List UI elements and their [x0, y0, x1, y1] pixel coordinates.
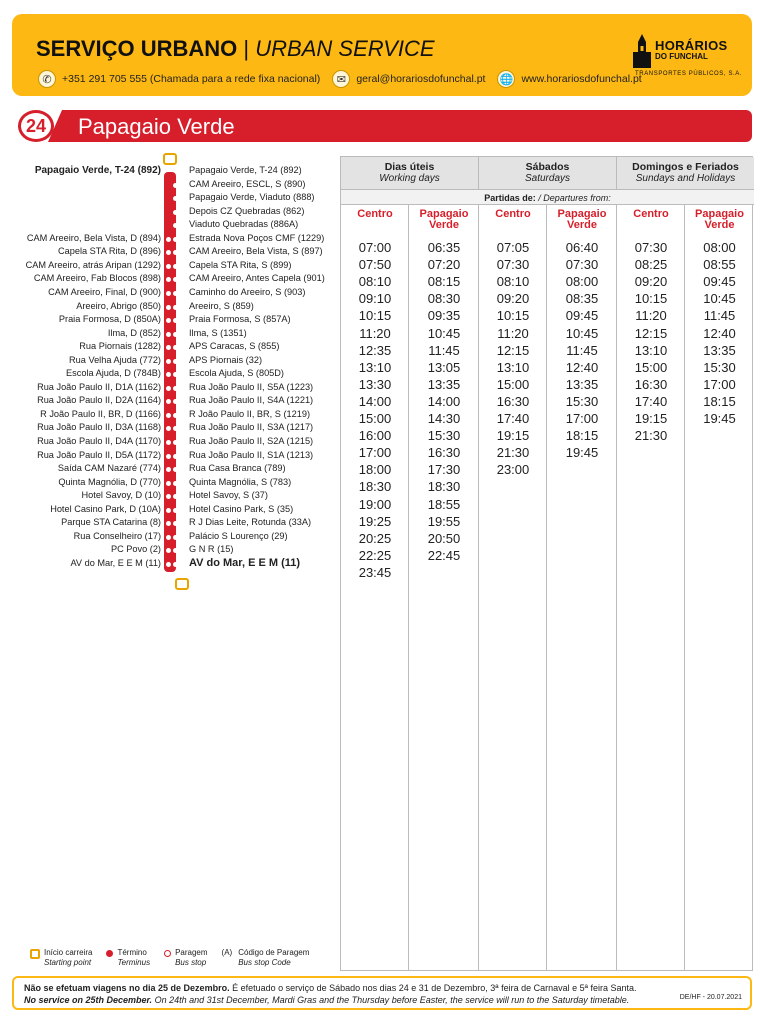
departure-time: 19:45 — [565, 445, 599, 461]
col-verde-label: Verde — [704, 219, 735, 231]
stop-inbound: Papagaio Verde, Viaduto (888) — [189, 192, 315, 203]
stop-dot-icon — [166, 277, 171, 282]
departure-time: 22:25 — [358, 547, 392, 563]
stop-dot-icon — [166, 454, 171, 459]
departure-time: 15:00 — [634, 359, 668, 375]
notice-en: On 24th and 31st December, Mardi Gras and the Thursday before Easter, the service will run to the Saturday timetable. — [152, 995, 630, 1005]
stop-dot-icon — [173, 399, 178, 404]
stop-dot-icon — [166, 481, 171, 486]
departure-time: 21:30 — [496, 445, 530, 461]
stop-inbound: Palácio S Lourenço (29) — [189, 530, 288, 541]
stop-dot-icon — [173, 548, 178, 553]
col-papagaio-label: Papagaio — [419, 208, 469, 220]
departure-time: 10:15 — [496, 308, 530, 324]
stop-inbound: Rua João Paulo II, S4A (1221) — [189, 395, 314, 406]
stop-outbound: Rua João Paulo II, D5A (1172) — [37, 449, 161, 460]
departure-time: 15:00 — [358, 411, 392, 426]
stop-inbound: CAM Areeiro, ESCL, S (890) — [189, 178, 306, 189]
departure-time: 11:45 — [703, 308, 736, 324]
stop-dot-icon — [166, 264, 171, 269]
stop-dot-icon — [166, 250, 171, 255]
departure-time: 09:10 — [358, 291, 392, 307]
departure-time: 14:00 — [427, 393, 461, 409]
departure-time: 18:15 — [703, 393, 736, 409]
col-centro-label: Centro — [357, 208, 393, 220]
stop-dot-icon — [173, 237, 178, 242]
departure-time: 08:25 — [634, 257, 668, 273]
stop-inbound: Quinta Magnólia, S (783) — [189, 476, 292, 487]
departure-time: 11:20 — [635, 308, 667, 324]
stop-inbound: Rua João Paulo II, S5A (1223) — [189, 381, 314, 392]
route-number-badge: 24 — [18, 110, 54, 142]
partidas-en: / Departures from: — [538, 193, 611, 203]
col-centro-label: Centro — [633, 208, 669, 220]
stop-outbound: CAM Areeiro, Final, D (900) — [48, 286, 161, 297]
group-sundays — [617, 157, 754, 189]
stop-dot-icon — [166, 372, 171, 377]
stop-outbound: Rua João Paulo II, D4A (1170) — [37, 436, 161, 446]
departure-time: 09:20 — [634, 274, 668, 290]
stop-inbound: G N R (15) — [189, 544, 234, 555]
page-title — [36, 36, 435, 62]
stop-inbound: Ilma, S (1351) — [189, 327, 247, 338]
group-label-en: Working days — [379, 173, 440, 184]
stop-inbound: Capela STA Rita, S (899) — [189, 259, 292, 270]
departure-time: 09:45 — [703, 274, 736, 290]
stop-dot-icon — [173, 264, 178, 269]
stop-dot-icon — [173, 413, 178, 418]
globe-icon: 🌐 — [497, 70, 515, 88]
stop-dot-icon — [166, 494, 171, 499]
stop-dot-icon — [173, 521, 178, 526]
departure-time: 13:05 — [427, 359, 461, 375]
departure-time: 12:35 — [358, 342, 392, 358]
terminus-dot-icon — [106, 950, 113, 957]
departure-time: 07:50 — [358, 257, 392, 273]
group-label: Dias úteis — [384, 161, 435, 173]
departure-time: 10:45 — [565, 325, 599, 341]
stop-inbound: Rua Casa Branca (789) — [189, 463, 286, 474]
stop-inbound: Caminho do Areeiro, S (903) — [189, 286, 306, 297]
stop-outbound: Saída CAM Nazaré (774) — [57, 463, 161, 474]
stop-outbound: Rua Piornais (1282) — [79, 341, 161, 352]
phone-text: +351 291 705 555 (Chamada para a rede fixa nacional) — [62, 73, 321, 85]
stop-dot-icon — [173, 494, 178, 499]
departure-time: 12:15 — [496, 342, 530, 358]
stop-dot-icon — [173, 305, 178, 310]
departure-time: 20:25 — [358, 530, 392, 546]
stop-dot-icon — [173, 372, 178, 377]
departure-time: 16:30 — [496, 393, 530, 409]
stop-dot-icon — [173, 535, 178, 540]
stop-dot-icon — [173, 196, 178, 201]
cathedral-logo-icon — [633, 34, 651, 68]
departure-time: 18:00 — [358, 462, 392, 478]
departure-time: 22:45 — [427, 547, 461, 563]
departure-time: 19:15 — [496, 428, 530, 444]
departure-time: 12:40 — [703, 325, 736, 341]
stop-inbound: Viaduto Quebradas (886A) — [189, 219, 299, 230]
legend-start — [30, 948, 92, 968]
stop-dot-icon — [173, 277, 178, 282]
company-logo — [633, 28, 743, 80]
stops-list — [0, 160, 335, 590]
departure-time: 08:10 — [496, 274, 530, 290]
notice-pt-bold: Não se efetuam viagens no dia 25 de Dezembro. — [24, 983, 230, 993]
col-verde-label: Verde — [429, 219, 459, 231]
stop-outbound: Areeiro, Abrigo (850) — [76, 300, 161, 311]
stop-outbound: Hotel Savoy, D (10) — [81, 490, 161, 501]
website-link[interactable]: www.horariosdofunchal.pt — [521, 73, 642, 85]
departure-time: 13:10 — [496, 359, 530, 375]
contacts — [38, 70, 654, 88]
legend-stop-en: Bus stop — [175, 958, 207, 967]
departure-time: 16:30 — [427, 445, 461, 461]
legend-start-en: Starting point — [44, 958, 92, 967]
stop-outbound: CAM Areeiro, Fab Blocos (898) — [33, 273, 161, 284]
stop-outbound: Quinta Magnólia, D (770) — [58, 476, 161, 487]
departure-time: 07:30 — [634, 240, 668, 255]
departure-time: 13:10 — [358, 359, 392, 375]
departure-time: 19:55 — [427, 513, 461, 529]
departure-time: 12:40 — [565, 359, 599, 375]
legend — [30, 948, 323, 968]
stop-dot-icon — [173, 345, 178, 350]
stop-inbound: Areeiro, S (859) — [189, 300, 254, 311]
email-icon: ✉ — [332, 70, 350, 88]
stop-inbound: R J Dias Leite, Rotunda (33A) — [189, 517, 312, 528]
column-header — [479, 209, 547, 220]
departure-time: 17:30 — [427, 462, 461, 478]
stop-inbound: CAM Areeiro, Antes Capela (901) — [189, 273, 325, 284]
stop-outbound: CAM Areeiro, atrás Aripan (1292) — [25, 259, 161, 270]
departure-time: 08:30 — [427, 291, 461, 307]
departure-time: 23:45 — [358, 564, 392, 580]
stop-dot-icon — [173, 250, 178, 255]
stop-dot-icon — [166, 345, 171, 350]
column-header — [409, 209, 479, 231]
timetable — [340, 156, 753, 971]
departure-time: 10:15 — [634, 291, 668, 307]
departure-time: 07:05 — [496, 240, 530, 255]
stop-inbound: Rua João Paulo II, S2A (1215) — [189, 436, 314, 446]
stop-dot-icon — [166, 399, 171, 404]
stop-dot-icon — [166, 548, 171, 553]
departure-time: 08:00 — [703, 240, 736, 255]
logo-line3: TRANSPORTES PÚBLICOS, S.A. — [635, 71, 743, 77]
departure-time: 08:35 — [565, 291, 599, 307]
logo-line2: DO FUNCHAL — [655, 52, 708, 61]
departure-time: 17:00 — [703, 376, 736, 392]
stop-outbound: Rua Velha Ajuda (772) — [69, 354, 161, 365]
notice-pt: É efetuado o serviço de Sábado nos dias 24 e 31 de Dezembro, 3ª feira de Carnaval e 5ª feira Santa. — [229, 983, 637, 993]
departure-time: 19:45 — [703, 411, 736, 426]
stop-inbound: Depois CZ Quebradas (862) — [189, 205, 305, 216]
departure-time: 14:00 — [358, 393, 392, 409]
col-papagaio-label: Papagaio — [695, 208, 744, 220]
departure-time: 15:30 — [565, 393, 599, 409]
legend-start-pt: Início carreira — [44, 948, 93, 957]
title-separator: | — [243, 36, 250, 61]
departure-time: 15:30 — [427, 428, 461, 444]
stop-inbound: Estrada Nova Poços CMF (1229) — [189, 232, 325, 243]
column-header — [341, 209, 409, 220]
stop-dot-icon — [166, 305, 171, 310]
stop-dot-icon — [166, 562, 171, 567]
group-saturdays — [479, 157, 617, 189]
legend-terminus — [106, 948, 150, 968]
stop-inbound: Rua João Paulo II, S3A (1217) — [189, 422, 314, 433]
departure-time: 15:30 — [703, 359, 736, 375]
stop-dot-icon — [173, 359, 178, 364]
departure-time: 21:30 — [634, 428, 668, 444]
stop-inbound: Rua João Paulo II, S1A (1213) — [189, 449, 314, 460]
departure-time: 09:45 — [565, 308, 599, 324]
stop-dot-icon — [173, 562, 178, 567]
departures-from — [341, 189, 754, 205]
departure-time: 06:35 — [427, 240, 461, 255]
group-label: Domingos e Feriados — [632, 161, 739, 173]
departure-time: 13:35 — [703, 342, 736, 358]
title-pt: SERVIÇO URBANO — [36, 36, 238, 61]
legend-term-pt: Término — [117, 948, 147, 957]
departure-time: 19:25 — [358, 513, 392, 529]
departure-time: 16:30 — [634, 376, 668, 392]
stop-dot-icon — [166, 535, 171, 540]
legend-stop-pt: Paragem — [175, 948, 208, 957]
departure-time: 13:35 — [565, 376, 599, 392]
column-header — [685, 209, 754, 231]
departure-time: 19:15 — [634, 411, 668, 426]
stop-inbound: Praia Formosa, S (857A) — [189, 314, 291, 325]
stop-dot-icon — [173, 386, 178, 391]
stop-outbound: Rua João Paulo II, D3A (1168) — [37, 422, 161, 433]
bus-icon — [30, 949, 40, 959]
departure-time: 11:45 — [428, 342, 460, 358]
stop-dot-icon — [173, 183, 178, 188]
stop-inbound: R João Paulo II, BR, S (1219) — [189, 408, 311, 419]
stop-dot-icon — [166, 359, 171, 364]
stop-dot-icon — [166, 237, 171, 242]
departure-time: 19:00 — [358, 496, 392, 512]
departure-time: 15:00 — [496, 376, 530, 392]
stop-dot-icon — [166, 413, 171, 418]
stop-outbound: Rua Conselheiro (17) — [73, 530, 161, 541]
stop-inbound: Papagaio Verde, T-24 (892) — [189, 165, 302, 175]
departure-time: 09:20 — [496, 291, 530, 307]
departure-time: 17:40 — [496, 411, 530, 426]
stop-dot-icon — [173, 467, 178, 472]
stop-dot-icon — [173, 426, 178, 431]
stop-dot-icon — [166, 291, 171, 296]
legend-code-en: Bus stop Code — [238, 958, 291, 967]
departure-time: 18:55 — [427, 496, 461, 512]
stop-dot-icon — [173, 481, 178, 486]
departure-time: 06:40 — [565, 240, 599, 255]
departure-time: 20:50 — [427, 530, 461, 546]
route-bar — [18, 108, 752, 144]
legend-code-symbol: (A) — [221, 948, 233, 957]
departure-time: 07:30 — [565, 257, 599, 273]
departure-time: 09:35 — [427, 308, 461, 324]
phone-icon: ✆ — [38, 70, 56, 88]
departure-time: 14:30 — [427, 411, 461, 426]
stop-inbound: AV do Mar, E E M (11) — [189, 556, 301, 569]
departure-time: 17:00 — [358, 445, 392, 461]
stop-dot-icon — [173, 318, 178, 323]
departure-time: 10:15 — [358, 308, 392, 324]
header-banner — [12, 14, 752, 96]
departure-time: 18:30 — [358, 479, 392, 495]
stop-outbound: R João Paulo II, BR, D (1166) — [40, 408, 161, 419]
stop-dot-icon — [166, 426, 171, 431]
departure-time: 17:00 — [565, 411, 599, 426]
legend-code — [222, 948, 310, 968]
column-header — [547, 209, 617, 231]
col-papagaio-label: Papagaio — [557, 208, 607, 220]
column-header — [617, 209, 685, 220]
stop-dot-icon — [173, 440, 178, 445]
stop-dot-icon — [166, 318, 171, 323]
stop-outbound: Papagaio Verde, T-24 (892) — [34, 165, 161, 176]
stop-dot-icon — [166, 508, 171, 513]
stop-inbound: APS Caracas, S (855) — [189, 341, 280, 352]
stop-outbound: Hotel Casino Park, D (10A) — [50, 503, 161, 514]
logo-line1: HORÁRIOS — [655, 38, 728, 53]
stop-outbound: Rua João Paulo II, D1A (1162) — [37, 381, 161, 392]
departure-time: 18:30 — [427, 479, 461, 495]
departure-time: 12:15 — [634, 325, 668, 341]
group-label-en: Saturdays — [524, 173, 571, 184]
stop-dot-icon — [166, 332, 171, 337]
stop-outbound: Escola Ajuda, D (784B) — [66, 368, 161, 379]
departure-time: 23:00 — [496, 462, 530, 478]
departure-time: 08:15 — [427, 274, 461, 290]
stop-dot-icon — [166, 386, 171, 391]
stop-outbound: Rua João Paulo II, D2A (1164) — [37, 395, 161, 406]
departure-time: 08:10 — [358, 274, 392, 290]
stop-outbound: Capela STA Rita, D (896) — [58, 246, 161, 257]
stop-inbound: APS Piornais (32) — [189, 354, 263, 365]
departure-time: 16:00 — [358, 428, 392, 444]
departure-time: 13:30 — [358, 376, 392, 392]
legend-busstop — [164, 948, 207, 968]
departure-time: 08:55 — [703, 257, 736, 273]
stop-outbound: Ilma, D (852) — [107, 327, 161, 338]
stop-outbound: PC Povo (2) — [110, 544, 161, 555]
departure-time: 10:45 — [427, 325, 461, 341]
stop-outbound: CAM Areeiro, Bela Vista, D (894) — [26, 232, 161, 243]
stop-dot-icon — [166, 521, 171, 526]
route-name: Papagaio Verde — [78, 114, 235, 139]
departure-time: 17:40 — [634, 393, 668, 409]
stop-dot-icon — [173, 210, 178, 215]
stop-dot-icon — [173, 454, 178, 459]
departure-time: 07:30 — [496, 257, 530, 273]
stop-inbound: CAM Areeiro, Bela Vista, S (897) — [189, 246, 323, 257]
legend-term-en: Terminus — [117, 958, 151, 967]
departure-time: 13:10 — [634, 342, 668, 358]
stop-inbound: Escola Ajuda, S (805D) — [189, 368, 284, 379]
departure-time: 18:15 — [565, 428, 599, 444]
stop-dot-icon — [166, 440, 171, 445]
group-working-days — [341, 157, 479, 189]
col-verde-label: Verde — [567, 219, 597, 231]
stop-dot-icon — [173, 332, 178, 337]
departure-time: 11:45 — [566, 342, 598, 358]
departure-time: 08:00 — [565, 274, 599, 290]
document-code: DE/HF - 20.07.2021 — [679, 994, 742, 1001]
group-label-en: Sundays and Holidays — [635, 173, 736, 184]
stop-outbound: Praia Formosa, D (850A) — [58, 314, 161, 325]
col-centro-label: Centro — [495, 208, 531, 220]
stop-dot-icon — [166, 467, 171, 472]
stop-dot-icon — [173, 223, 178, 228]
title-en: URBAN SERVICE — [255, 36, 435, 61]
group-label: Sábados — [525, 161, 570, 173]
departure-time: 11:20 — [497, 325, 529, 341]
email-link[interactable]: geral@horariosdofunchal.pt — [356, 73, 486, 85]
partidas-pt: Partidas de: — [484, 193, 536, 203]
notice-en-bold: No service on 25th December. — [24, 995, 153, 1005]
departure-time: 13:35 — [427, 376, 461, 392]
departure-time: 07:20 — [427, 257, 461, 273]
stop-dot-icon — [173, 508, 178, 513]
departure-time: 10:45 — [703, 291, 736, 307]
stop-outbound: AV do Mar, E E M (11) — [70, 557, 161, 568]
stop-inbound: Hotel Casino Park, S (35) — [189, 503, 294, 514]
stop-outbound: Parque STA Catarina (8) — [61, 517, 161, 528]
departure-time: 11:20 — [359, 325, 391, 341]
legend-code-pt: Código de Paragem — [238, 948, 310, 957]
busstop-ring-icon — [164, 950, 171, 957]
stop-inbound: Hotel Savoy, S (37) — [189, 490, 268, 501]
stop-dot-icon — [173, 291, 178, 296]
footer-notice — [12, 976, 752, 1010]
departure-time: 07:00 — [358, 240, 392, 255]
